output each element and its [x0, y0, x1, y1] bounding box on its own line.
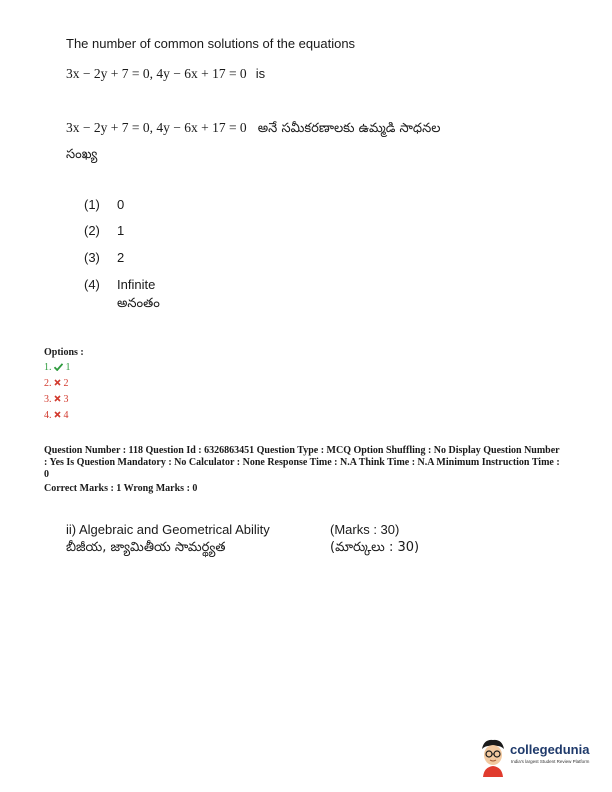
- section-title-english: ii) Algebraic and Geometrical Ability: [66, 522, 270, 537]
- option-item-3: [44, 394, 69, 405]
- choice-3: [84, 250, 124, 265]
- option-number: 3.: [44, 394, 52, 405]
- choice-4: [84, 277, 155, 292]
- choice-1: [84, 197, 124, 212]
- options-title: Options :: [44, 347, 84, 358]
- question-text-english: The number of common solutions of the equations: [66, 36, 356, 51]
- choice-text: 1: [117, 223, 125, 238]
- choice-text: 2: [117, 250, 125, 265]
- option-value: 1: [65, 362, 71, 373]
- cross-icon: [54, 411, 61, 418]
- question-marks: Correct Marks : 1 Wrong Marks : 0: [44, 483, 198, 494]
- option-number: 4.: [44, 410, 52, 421]
- question-text-telugu: అనే సమీకరణాలకు ఉమ్మడి సాధనల: [257, 121, 441, 136]
- question-equations-line: [66, 63, 265, 82]
- option-value: 4: [63, 410, 69, 421]
- logo-brand: collegedunia: [510, 742, 590, 757]
- cross-icon: [54, 395, 61, 402]
- option-number: 2.: [44, 378, 52, 389]
- logo-tagline: India's largest Student Review Platform: [511, 759, 590, 764]
- choice-4-telugu: అనంతం: [117, 296, 160, 311]
- option-value: 3: [63, 394, 69, 405]
- choice-number: (3): [84, 250, 100, 265]
- choice-text: 0: [117, 197, 125, 212]
- choice-number: (2): [84, 223, 100, 238]
- choice-number: (4): [84, 277, 100, 292]
- student-mascot-icon: [478, 737, 508, 777]
- choice-text: Infinite: [117, 277, 156, 292]
- question-suffix: is: [255, 66, 266, 81]
- section-title-telugu: బీజీయ, జ్యామితీయ సామర్థ్యత: [66, 540, 226, 555]
- option-item-4: [44, 410, 69, 421]
- question-meta-details: Question Number : 118 Question Id : 6326863451 Question Type : MCQ Option Shuffling : No Display Question Number : Yes Is Question Mandatory : No Calculator : None Response Time : N.A Think Time : N.A Minimum Instruction Time : 0: [44, 445, 560, 480]
- question-text-telugu-2: సంఖ్య: [66, 147, 98, 162]
- option-item-1: [44, 362, 71, 373]
- equations-math: 3x − 2y + 7 = 0, 4y − 6x + 17 = 0: [66, 66, 247, 81]
- section-marks-english: (Marks : 30): [330, 522, 400, 537]
- choice-2: [84, 223, 124, 238]
- option-value: 2: [63, 378, 69, 389]
- check-icon: [54, 363, 63, 371]
- option-number: 1.: [44, 362, 52, 373]
- collegedunia-logo: [478, 737, 608, 779]
- choice-number: (1): [84, 197, 100, 212]
- cross-icon: [54, 379, 61, 386]
- section-marks-telugu: (మార్కులు : 30): [330, 540, 420, 555]
- equations-math-telugu: 3x − 2y + 7 = 0, 4y − 6x + 17 = 0: [66, 120, 247, 135]
- option-item-2: [44, 378, 69, 389]
- question-equations-telugu-line: [66, 117, 440, 139]
